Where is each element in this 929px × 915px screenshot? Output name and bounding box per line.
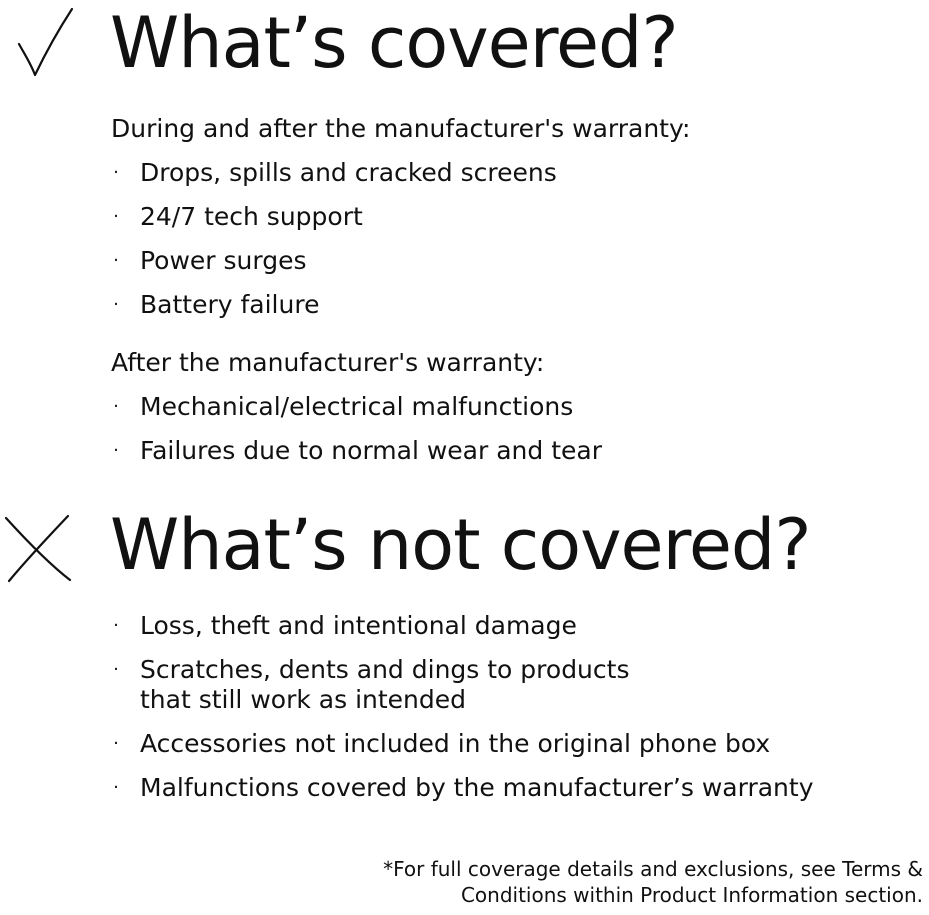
list-item: · Power surges [111,246,929,276]
after-warranty-section [111,348,929,466]
not-covered-heading: What’s not covered? [110,504,811,586]
bullet-icon: · [113,659,119,680]
list-item: · Accessories not included in the original phone box [111,729,929,759]
after-warranty-label: After the manufacturer's warranty: [111,348,545,377]
bullet-icon: · [113,206,119,227]
not-covered-list [111,611,929,803]
bullet-icon: · [113,396,119,417]
cross-icon [0,508,80,588]
bullet-icon: · [113,162,119,183]
after-warranty-list [111,392,929,466]
bullet-icon: · [113,294,119,315]
bullet-icon: · [113,250,119,271]
bullet-icon: · [113,440,119,461]
list-item: · Battery failure [111,290,929,320]
list-item: · Failures due to normal wear and tear [111,436,929,466]
list-item: · Drops, spills and cracked screens [111,158,929,188]
list-item: · 24/7 tech support [111,202,929,232]
covered-heading: What’s covered? [110,2,678,84]
footnote-line-2: Conditions within Product Information section. [460,883,923,908]
list-item: · Malfunctions covered by the manufacturer’s warranty [111,773,929,803]
footnote [383,856,923,909]
footnote-line-1: *For full coverage details and exclusions, see Terms & [383,857,923,881]
bullet-icon: · [113,733,119,754]
bullet-icon: · [113,777,119,798]
checkmark-icon [0,2,80,82]
list-item: · Mechanical/electrical malfunctions [111,392,929,422]
bullet-icon: · [113,615,119,636]
during-warranty-label: During and after the manufacturer's warranty: [111,114,691,143]
list-item: · Scratches, dents and dings to products that still work as intended [111,655,929,715]
list-item: · Loss, theft and intentional damage [111,611,929,641]
during-warranty-section [111,114,929,320]
not-covered-section [111,594,929,803]
during-warranty-list [111,158,929,320]
